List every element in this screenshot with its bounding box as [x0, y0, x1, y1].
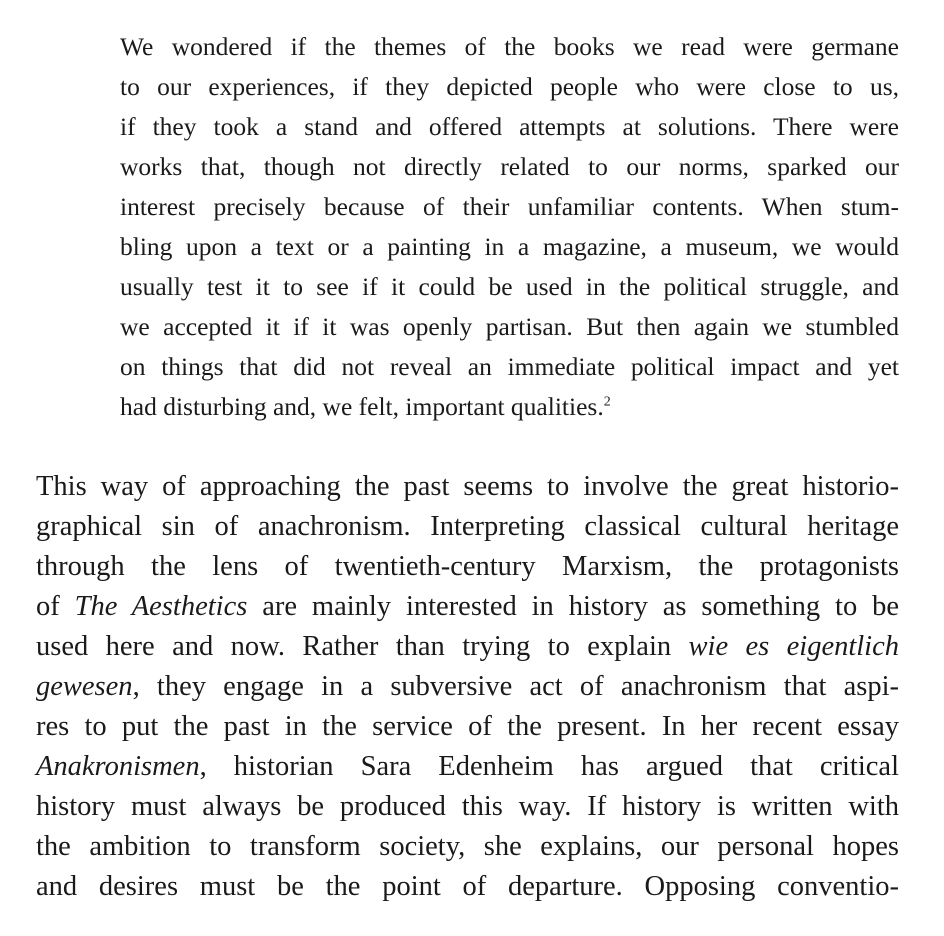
paragraph-line: graphical sin of anachronism. Interpreting classical cultural heritage: [36, 511, 899, 542]
quote-line: we accepted it if it was openly partisan. But then again we stumbled: [120, 312, 899, 341]
foreign-phrase-italic: wie es eigentlich: [688, 631, 899, 662]
paragraph-line: history must always be produced this way. If history is written with: [36, 791, 899, 822]
footnote-reference[interactable]: 2: [603, 394, 611, 410]
essay-title-italic: Anakronismen: [36, 751, 200, 782]
quote-line: to our experiences, if they depicted people who were close to us,: [120, 72, 899, 101]
text-run: are mainly interested in history as something to be: [247, 591, 900, 622]
quote-line-last: [120, 387, 899, 427]
paragraph-line: [36, 667, 899, 707]
paragraph-line: the ambition to transform society, she explains, our personal hopes: [36, 831, 899, 862]
paragraph-line: [36, 587, 899, 627]
text-run: , historian Sara Edenheim has argued that critical: [199, 751, 899, 782]
paragraph-line: [36, 627, 899, 667]
quote-line: works that, though not directly related to our norms, sparked our: [120, 152, 899, 181]
foreign-phrase-italic: gewesen: [36, 671, 133, 702]
text-run: used here and now. Rather than trying to explain: [36, 631, 689, 662]
paragraph-line: This way of approaching the past seems to involve the great historio-: [36, 471, 899, 502]
quote-line: bling upon a text or a painting in a magazine, a museum, we would: [120, 232, 899, 261]
quote-line: on things that did not reveal an immediate political impact and yet: [120, 352, 899, 381]
book-title-italic: The Aesthetics: [74, 591, 248, 622]
text-run: , they engage in a subversive act of anachronism that aspi-: [132, 671, 899, 702]
quote-line: We wondered if the themes of the books we read were germane: [120, 32, 899, 61]
quote-line: if they took a stand and offered attempts at solutions. There were: [120, 112, 899, 141]
paragraph-line: and desires must be the point of departure. Opposing conventio-: [36, 871, 899, 902]
quote-line: interest precisely because of their unfamiliar contents. When stum-: [120, 192, 899, 221]
text-run: of: [36, 591, 75, 622]
paragraph-line: [36, 747, 899, 787]
paragraph-line: through the lens of twentieth-century Marxism, the protagonists: [36, 551, 899, 582]
quote-line: usually test it to see if it could be used in the political struggle, and: [120, 272, 899, 301]
paragraph-line: res to put the past in the service of the present. In her recent essay: [36, 711, 899, 742]
quote-line-text: had disturbing and, we felt, important qualities.: [120, 392, 604, 421]
